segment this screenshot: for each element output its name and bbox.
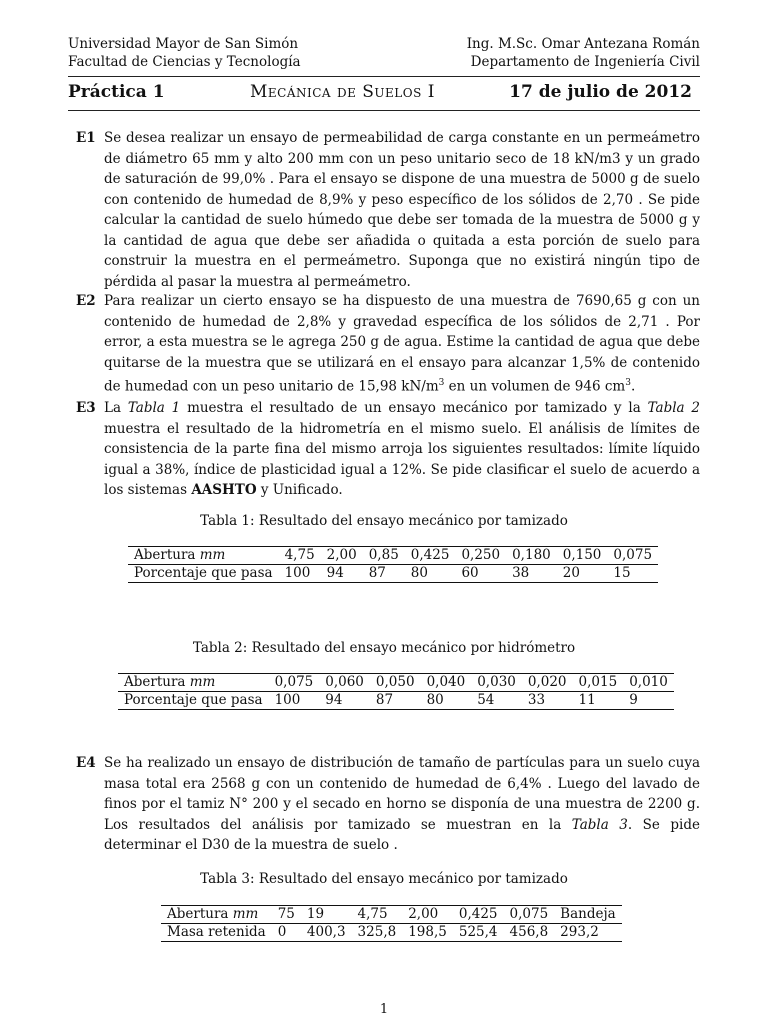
table-cell: 293,2 <box>560 924 599 940</box>
table-cell: 94 <box>325 692 343 708</box>
header-divider-bottom <box>68 110 700 111</box>
table-cell: 80 <box>410 565 428 581</box>
exercise-e2 <box>76 291 700 397</box>
table-reference: Tabla 3 <box>571 816 628 833</box>
table-cell: 0,020 <box>522 674 573 692</box>
table-cell: 87 <box>375 692 394 708</box>
exercise-text: La Tabla 1 muestra el resultado de un ensayo mecánico por tamizado y la Tabla 2 muestra el resultado de la hidrometría en el mismo suelo. El análisis de límites de consistencia de la parte fina del mismo arroja los siguientes resultados: límite líquido igual a 38%, índice de plasticidad igual a 12%. Se pide clasificar el suelo de acuerdo a los sistemas AASHTO y Unificado. <box>104 400 700 498</box>
table-reference: Tabla 2 <box>647 400 700 416</box>
course-title: Mecánica de Suelos I <box>250 82 435 102</box>
table-cell: 0,075 <box>269 674 320 692</box>
table-cell: 0,040 <box>421 674 472 692</box>
table-1 <box>128 546 658 583</box>
row-header: Masa retenida <box>167 924 266 940</box>
table-2-caption: Tabla 2: Resultado del ensayo mecánico por hidrómetro <box>192 640 576 656</box>
exercise-label: E1 <box>76 130 96 146</box>
table-cell: 0,150 <box>557 547 608 565</box>
table-cell: 0,015 <box>573 674 624 692</box>
department-name: Departamento de Ingeniería Civil <box>470 54 700 70</box>
table-2 <box>118 673 674 710</box>
table-cell: 0,075 <box>504 906 555 924</box>
table-cell: 38 <box>512 565 530 581</box>
author-name: Ing. M.Sc. Omar Antezana Román <box>466 36 700 52</box>
table-cell: 9 <box>629 692 638 708</box>
table-cell: 75 <box>272 906 301 924</box>
exercise-e3 <box>76 398 700 501</box>
table-cell: 325,8 <box>357 924 397 940</box>
table-cell: 0,180 <box>506 547 557 565</box>
exercise-e4 <box>76 753 700 856</box>
table-cell: 15 <box>613 565 631 581</box>
table-row <box>161 924 622 942</box>
row-header: Abertura mm <box>161 906 272 924</box>
practice-title: Práctica 1 <box>68 82 165 102</box>
table-cell: 100 <box>274 692 301 708</box>
header-row-1 <box>68 36 700 52</box>
table-cell: 0 <box>277 924 287 940</box>
page-number: 1 <box>379 1002 389 1017</box>
table-row <box>128 547 658 565</box>
table-row <box>128 565 658 583</box>
table-cell: 4,75 <box>279 547 321 565</box>
exercise-label: E3 <box>76 400 96 416</box>
row-header: Porcentaje que pasa <box>134 565 273 581</box>
university-name: Universidad Mayor de San Simón <box>68 36 299 52</box>
table-row <box>118 674 674 692</box>
table-cell: 11 <box>578 692 596 708</box>
table-cell: 4,75 <box>352 906 403 924</box>
table-cell: 19 <box>301 906 352 924</box>
table-row <box>161 906 622 924</box>
table-cell: 54 <box>477 692 495 708</box>
exercise-text: Para realizar un cierto ensayo se ha dispuesto de una muestra de 7690,65 g con un contenido de humedad de 2,8% y gravedad específica de los sólidos de 2,71 . Por error, a esta muestra se le agrega 250 g de agua. Estime la cantidad de agua que debe quitarse de la muestra que se utilizará en el ensayo para alcanzar 1,5% de contenido de humedad con un peso unitario de 15,98 $kN/m^3$ en un volumen de 946 $cm^3$. <box>104 293 700 395</box>
table-cell: 80 <box>426 692 444 708</box>
table-cell: 198,5 <box>408 924 447 940</box>
header-row-2 <box>68 54 700 70</box>
table-cell: 87 <box>368 565 386 581</box>
table-cell: 400,3 <box>306 924 346 940</box>
table-cell: 525,4 <box>458 924 498 940</box>
table-cell: 0,050 <box>370 674 421 692</box>
table-cell: 94 <box>326 565 344 581</box>
table-row <box>118 692 674 710</box>
exercise-label: E2 <box>76 293 96 309</box>
table-reference: Tabla 1 <box>127 400 181 416</box>
date: 17 de julio de 2012 <box>509 82 692 102</box>
exercise-text: Se desea realizar un ensayo de permeabilidad de carga constante en un permeámetro de diámetro 65 mm y alto 200 mm con un peso unitario seco de 18 kN/m3 y un grado de saturación de 99,0% . Para el ensayo se dispone de una muestra de 5000 g de suelo con contenido de humedad de 8,9% y peso específico de los sólidos de 2,70 . Se pide calcular la cantidad de suelo húmedo que debe ser tomada de la muestra de 5000 g y la cantidad de agua que debe ser añadida o quitada a esta porción de suelo para construir la muestra en el permeámetro. Suponga que no existirá ningún tipo de pérdida al pasar la muestra al permeámetro. <box>104 130 700 290</box>
table-cell: 0,250 <box>455 547 506 565</box>
table-cell: 2,00 <box>321 547 363 565</box>
exercise-e1 <box>76 128 700 292</box>
table-cell: Bandeja <box>554 906 622 924</box>
exercise-text: Se ha realizado un ensayo de distribución de tamaño de partículas para un suelo cuya masa total era 2568 g con un contenido de humedad de 6,4% . Luego del lavado de finos por el tamiz N° 200 y el secado en horno se disponía de una muestra de 2200 g. Los resultados del análisis por tamizado se muestran en la Tabla 3. Se pide determinar el D30 de la muestra de suelo . <box>104 755 700 853</box>
table-cell: 20 <box>562 565 580 581</box>
title-row <box>68 82 700 106</box>
row-header: Porcentaje que pasa <box>124 692 263 708</box>
header-divider-top <box>68 76 700 77</box>
table-cell: 0,425 <box>453 906 504 924</box>
table-cell: 0,425 <box>405 547 456 565</box>
table-3-caption: Tabla 3: Resultado del ensayo mecánico por tamizado <box>200 871 568 887</box>
table-cell: 33 <box>527 692 546 708</box>
table-cell: 0,030 <box>471 674 522 692</box>
table-cell: 0,060 <box>319 674 370 692</box>
table-cell: 456,8 <box>509 924 549 940</box>
exercise-label: E4 <box>76 755 96 771</box>
faculty-name: Facultad de Ciencias y Tecnología <box>68 54 301 70</box>
table-cell: 0,075 <box>607 547 658 565</box>
table-cell: 60 <box>461 565 479 581</box>
table-3 <box>161 905 622 942</box>
row-header: Abertura mm <box>128 547 279 565</box>
table-cell: 2,00 <box>402 906 453 924</box>
table-cell: 100 <box>284 565 311 581</box>
row-header: Abertura mm <box>118 674 269 692</box>
table-1-caption: Tabla 1: Resultado del ensayo mecánico por tamizado <box>200 513 568 529</box>
table-cell: 0,85 <box>363 547 405 565</box>
table-cell: 0,010 <box>623 674 674 692</box>
